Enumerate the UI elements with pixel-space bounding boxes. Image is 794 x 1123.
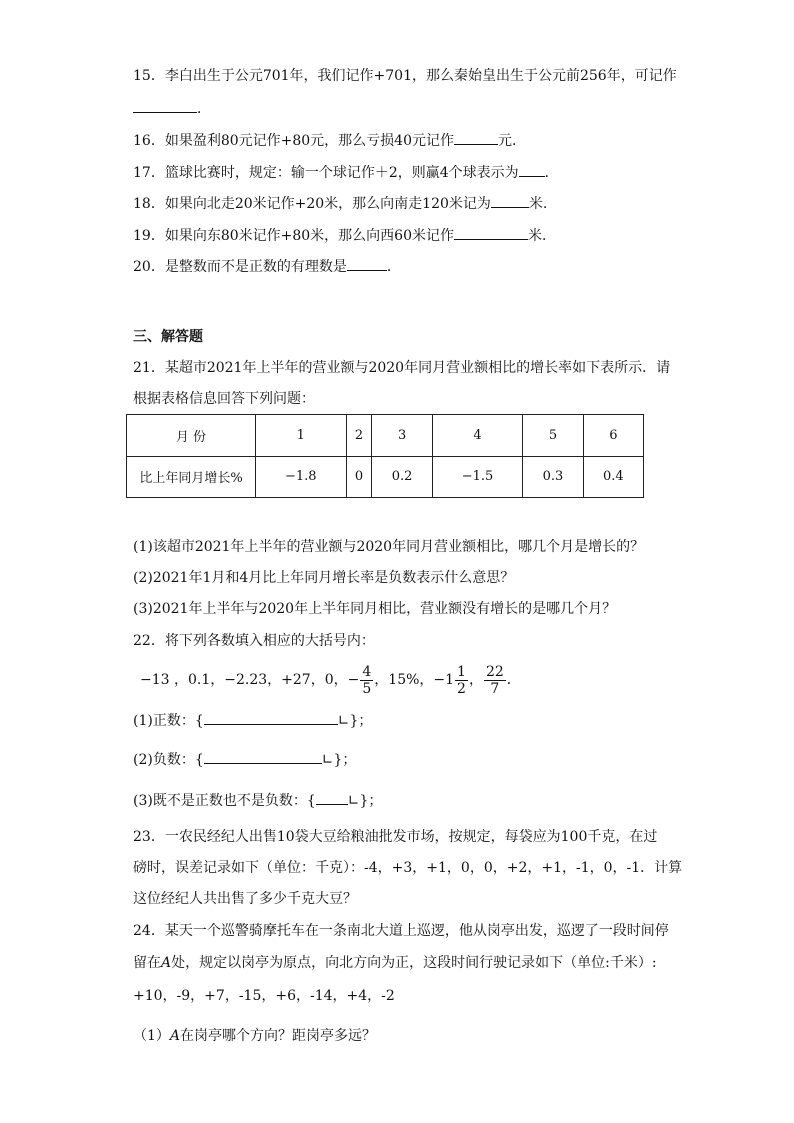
question-16-blank[interactable] [454, 130, 498, 145]
point-a-variable: A [169, 1028, 181, 1044]
question-23-line2: 磅时，误差记录如下（单位：千克）：-4，+3，+1，0，0，+2，+1，-1，0，-1．计算 [133, 860, 683, 876]
question-21-line2: 根据表格信息回答下列问题： [133, 391, 315, 407]
question-17-blank[interactable] [519, 162, 545, 177]
question-20 [133, 256, 401, 277]
number-list-middle: ，15%，−1 [374, 672, 455, 688]
question-22-line1: 22．将下列各数填入相应的大括号内： [133, 633, 375, 649]
question-24-records: +10，-9，+7，-15，+6，-14，+4，-2 [133, 988, 395, 1004]
question-15-text: 15．李白出生于公元701年，我们记作+701，那么秦始皇出生于公元前256年，可记作 [133, 68, 677, 84]
fraction-twentytwo-sevenths [484, 664, 506, 697]
table-cell-growth: −1.5 [432, 456, 523, 498]
question-24-line2 [133, 953, 657, 973]
question-24-sub1-text: 在岗亭哪个方向？距岗亭多远？ [180, 1028, 377, 1044]
question-15-answer-line [133, 98, 211, 119]
question-21-sub1: (1)该超市2021年上半年的营业额与2020年同月营业额相比，哪几个月是增长的？ [133, 539, 645, 555]
negative-label: (2)负数：{ [133, 752, 204, 768]
growth-rate-table [126, 414, 644, 498]
fraction-numerator: 1 [457, 663, 466, 680]
question-19-text: 19．如果向东80米记作+80米，那么向西60米记作 [133, 228, 454, 244]
corner-icon: ∟ [337, 713, 350, 729]
question-23-line1: 23．一农民经纪人出售10袋大豆给粮油批发市场，按规定，每袋应为100千克，在过 [133, 829, 658, 845]
question-17-text: 17．篮球比赛时，规定：输一个球记作＋2，则赢4个球表示为 [133, 165, 519, 181]
question-19-blank[interactable] [454, 225, 528, 240]
question-18 [133, 193, 547, 214]
question-18-blank[interactable] [491, 193, 529, 208]
question-21-sub2: (2)2021年1月和4月比上年同月增长率是负数表示什么意思？ [133, 570, 515, 586]
question-20-text: 20．是整数而不是正数的有理数是 [133, 259, 347, 275]
fraction-one-half [455, 664, 468, 697]
neither-numbers-set [133, 790, 382, 811]
question-16 [133, 130, 526, 151]
corner-icon: ∟ [321, 752, 334, 768]
question-18-text: 18．如果向北走20米记作+20米，那么向南走120米记为 [133, 196, 491, 212]
number-list-start: −13 ，0.1，−2.23，+27，0，− [140, 672, 360, 688]
fraction-denominator: 5 [362, 680, 372, 697]
fraction-four-fifths [360, 664, 373, 697]
fraction-denominator: 2 [457, 680, 466, 697]
question-16-text: 16．如果盈利80元记作+80元，那么亏损40元记作 [133, 133, 454, 149]
question-19 [133, 225, 556, 246]
fraction-numerator: 4 [362, 663, 372, 680]
fraction-denominator: 7 [490, 680, 500, 697]
question-22-numbers [140, 663, 521, 697]
brace-close: }； [359, 793, 383, 809]
question-24-line1: 24．某天一个巡警骑摩托车在一条南北大道上巡逻，他从岗亭出发，巡逻了一段时间停 [133, 923, 669, 939]
section-heading: 三、解答题 [133, 329, 203, 345]
question-24-sub1 [133, 1026, 376, 1046]
positive-answer-blank[interactable] [204, 710, 338, 725]
question-20-end: ． [386, 259, 401, 275]
table-cell-month: 2 [346, 415, 372, 457]
table-cell-month: 4 [432, 415, 523, 457]
positive-label: (1)正数：{ [133, 713, 204, 729]
table-cell-month: 6 [583, 415, 643, 457]
table-cell-month: 5 [523, 415, 583, 457]
brace-close: }； [333, 752, 357, 768]
question-17-end: ． [544, 165, 559, 181]
positive-numbers-set [133, 710, 372, 731]
table-cell-growth: 0.3 [523, 456, 583, 498]
neither-label: (3)既不是正数也不是负数：{ [133, 793, 316, 809]
negative-numbers-set [133, 749, 356, 770]
table-cell-growth: 0.2 [372, 456, 432, 498]
question-17 [133, 162, 559, 183]
brace-close: }； [349, 713, 373, 729]
table-row-months [127, 415, 644, 457]
question-15 [133, 66, 677, 86]
table-header-growth: 比上年同月增长% [127, 456, 256, 498]
table-cell-growth: −1.8 [256, 456, 347, 498]
table-cell-month: 1 [256, 415, 347, 457]
number-list-separator: ， [468, 672, 483, 688]
corner-icon: ∟ [347, 793, 360, 809]
question-18-unit: 米. [528, 196, 548, 212]
question-20-blank[interactable] [347, 256, 387, 271]
negative-answer-blank[interactable] [204, 749, 322, 764]
table-header-month: 月 份 [127, 415, 256, 457]
table-cell-growth: 0 [346, 456, 372, 498]
table-row-growth [127, 456, 644, 498]
question-19-unit: 米． [528, 228, 556, 244]
table-cell-growth: 0.4 [583, 456, 643, 498]
point-a-variable: A [161, 955, 172, 971]
question-24-text-end: 处，规定以岗亭为原点，向北方向为正，这段时间行驶记录如下（单位:千米）: [171, 955, 657, 971]
table-cell-month: 3 [372, 415, 432, 457]
question-16-unit: 元． [498, 133, 526, 149]
question-23-line3: 这位经纪人共出售了多少千克大豆？ [133, 891, 357, 907]
question-15-end: ． [197, 101, 211, 117]
fraction-numerator: 22 [485, 663, 504, 680]
question-24-sub1-number: （1） [133, 1028, 170, 1044]
neither-answer-blank[interactable] [316, 790, 348, 805]
question-21-sub3: (3)2021年上半年与2020年上半年同月相比，营业额没有增长的是哪几个月？ [133, 601, 617, 617]
number-list-end: ． [506, 672, 521, 688]
question-15-blank[interactable] [133, 98, 197, 113]
question-21-line1: 21．某超市2021年上半年的营业额与2020年同月营业额相比的增长率如下表所示．请 [133, 360, 671, 376]
question-24-text-start: 留在 [133, 955, 161, 971]
